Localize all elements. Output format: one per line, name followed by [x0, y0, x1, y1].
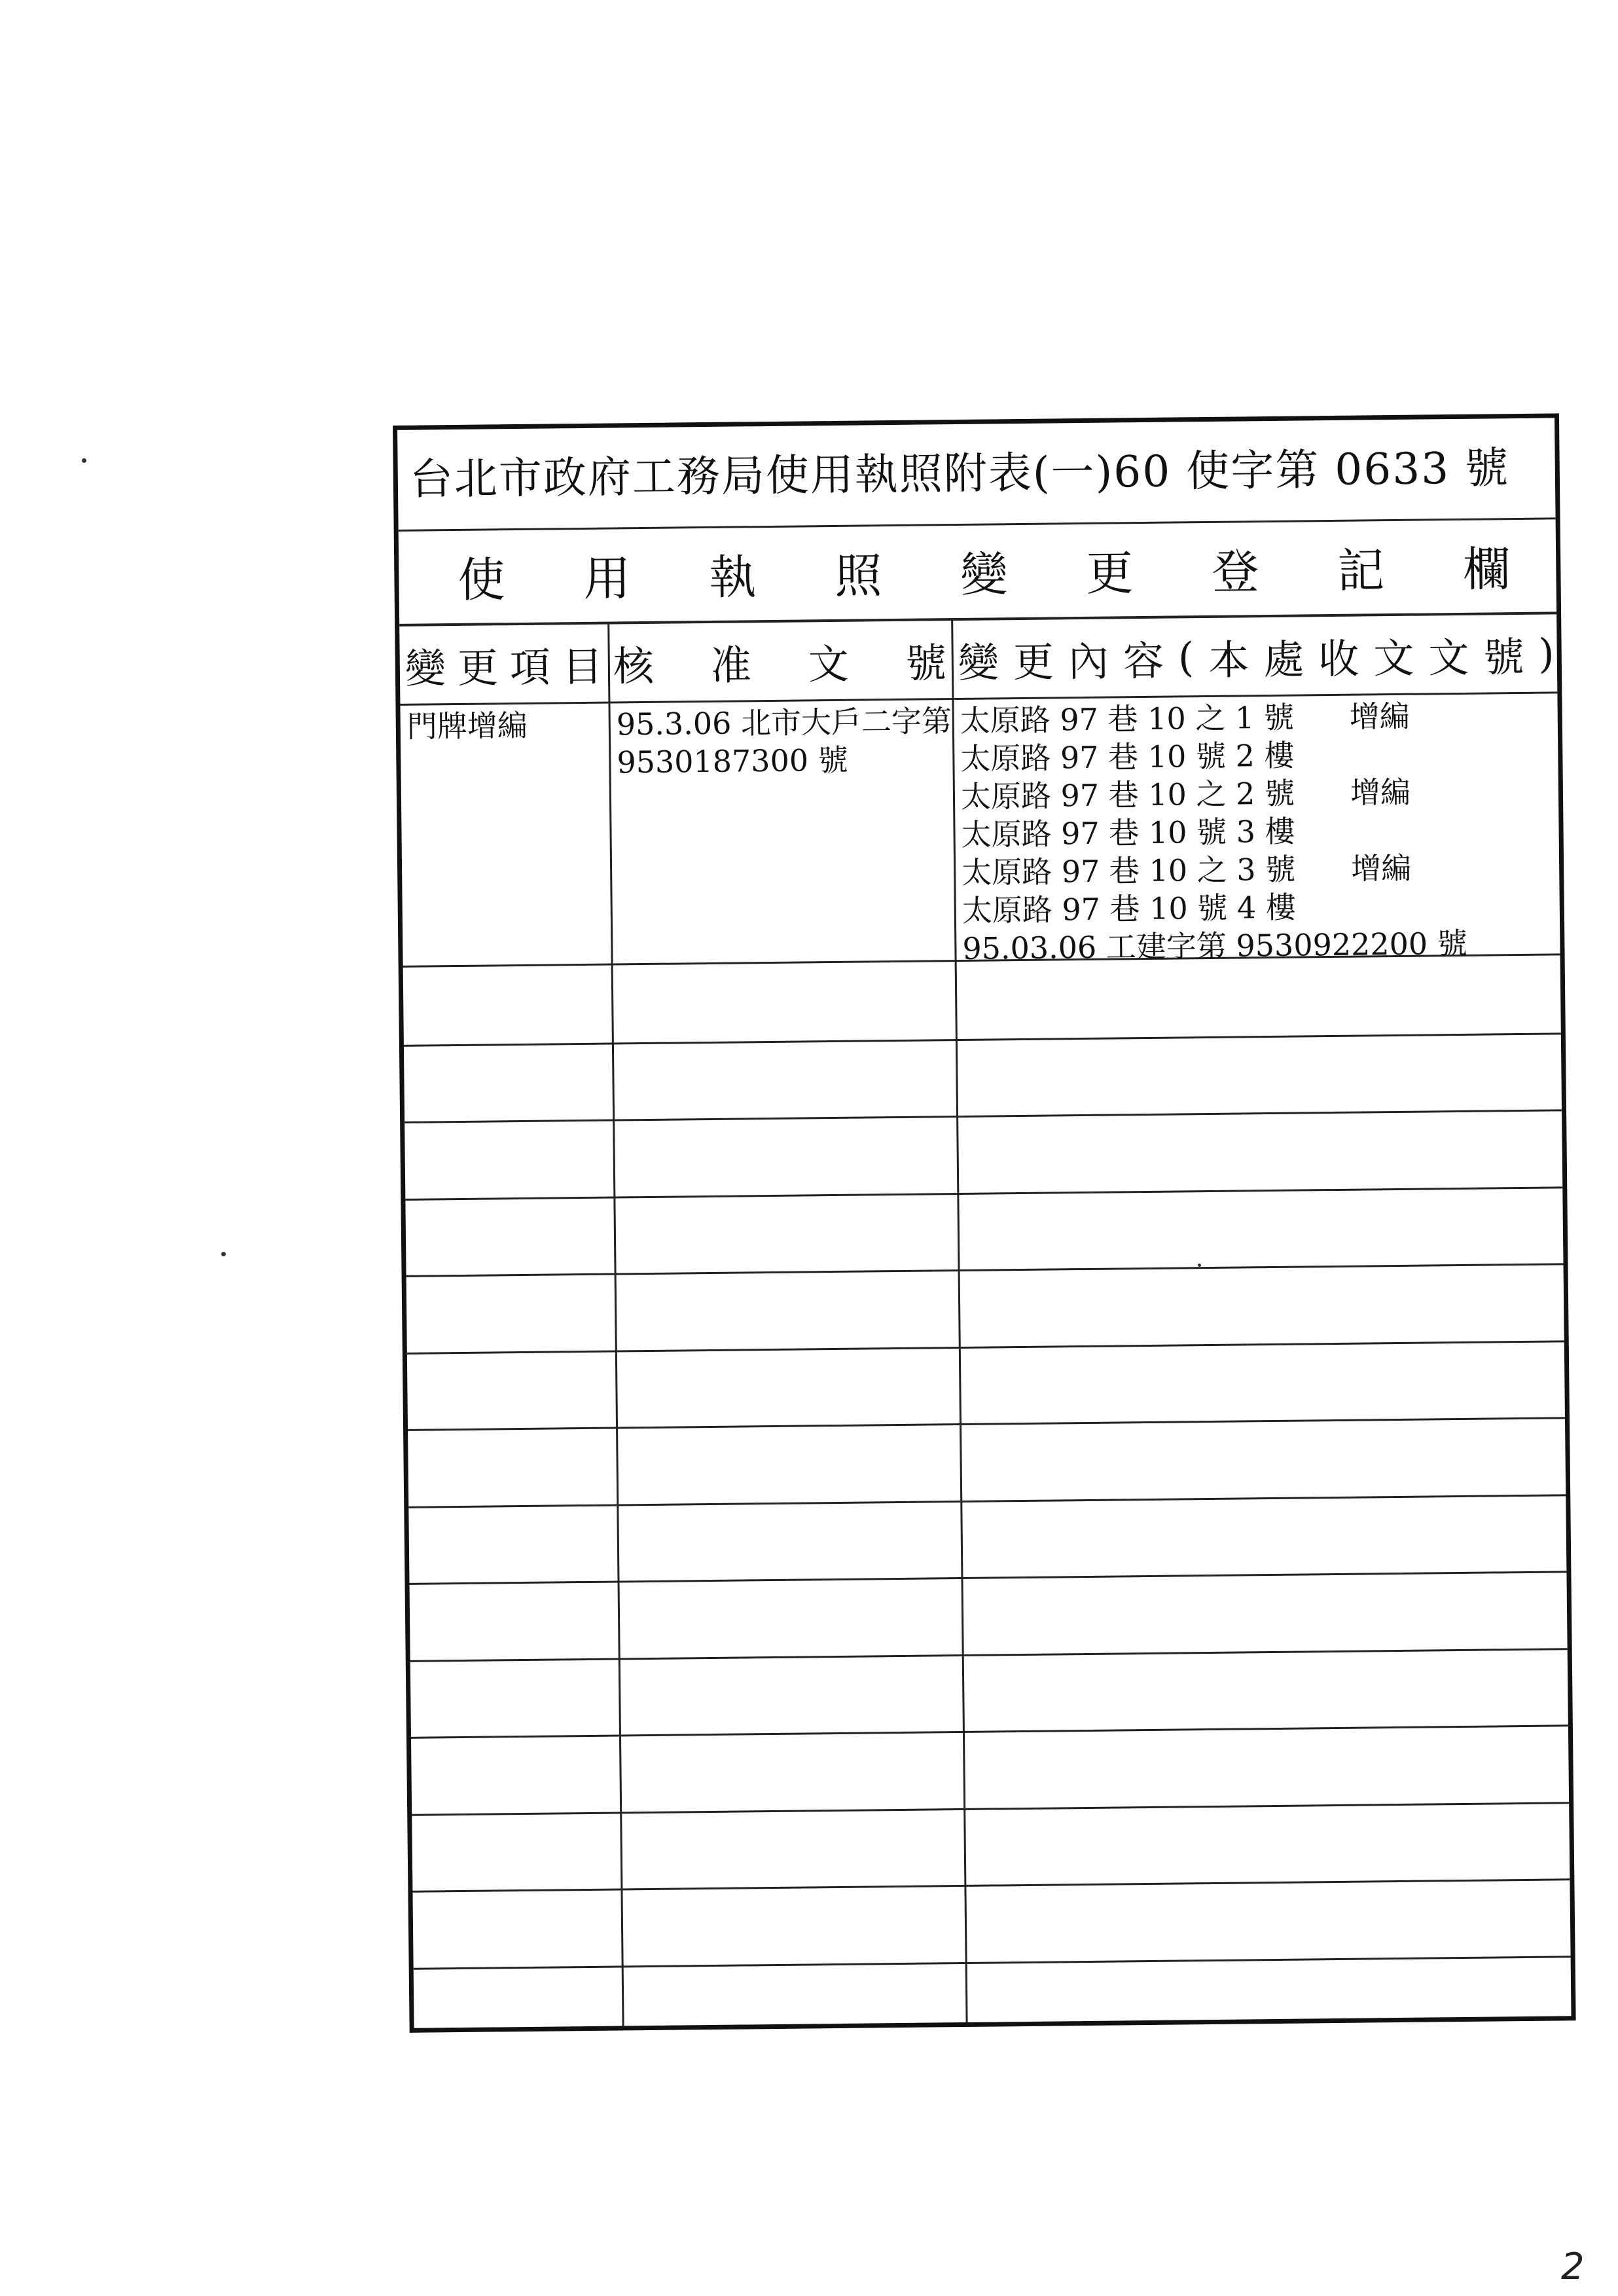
empty-table-row	[408, 1494, 1566, 1585]
header-char: 本	[1208, 635, 1249, 684]
empty-table-row	[411, 1724, 1569, 1815]
renumber-tag: 增編	[1350, 850, 1412, 886]
approval-no-cell	[616, 702, 952, 781]
empty-table-row	[408, 1417, 1566, 1508]
header-char: 文	[808, 640, 850, 688]
header-approval-no	[607, 621, 952, 701]
header-char: 變	[958, 638, 999, 687]
header-char: 更	[1013, 637, 1054, 686]
approval-line: 9530187300 號	[617, 742, 848, 780]
section-title	[399, 517, 1556, 627]
section-title-char: 欄	[1462, 541, 1511, 597]
empty-table-row	[403, 955, 1561, 1046]
section-title-char: 記	[1337, 543, 1385, 598]
header-char: 號	[1483, 632, 1524, 682]
address-text: 太原路 97 巷 10 之 2 號	[960, 775, 1295, 814]
usage-permit-change-register	[393, 413, 1576, 2033]
change-content-cell	[960, 697, 1467, 968]
header-char: 目	[562, 642, 603, 691]
address-text: 太原路 97 巷 10 之 3 號	[961, 851, 1296, 890]
header-char: 收	[1318, 634, 1359, 683]
content-line	[960, 735, 1465, 778]
section-title-char: 照	[834, 548, 882, 604]
renumber-tag: 增編	[1349, 698, 1411, 735]
header-char: 項	[509, 643, 551, 691]
content-line	[960, 697, 1465, 740]
renumber-tag: 增編	[1350, 774, 1411, 811]
page-number: 2	[1561, 2246, 1585, 2288]
empty-table-row	[412, 1802, 1570, 1893]
section-title-char: 執	[708, 549, 757, 605]
section-title-char: 更	[1085, 545, 1134, 601]
form-title: 台北市政府工務局使用執照附表(一)60 使字第 0633 號	[397, 418, 1556, 532]
address-text: 太原路 97 巷 10 號 4 樓	[962, 889, 1297, 928]
header-char: 文	[1428, 633, 1469, 682]
header-char: 容	[1123, 636, 1164, 685]
section-title-char: 登	[1211, 544, 1259, 600]
reference-text: 95.03.06 工建字第 9530922200 號	[962, 925, 1468, 966]
content-line	[961, 773, 1466, 816]
empty-table-row	[405, 1186, 1563, 1277]
table-header	[399, 614, 1557, 706]
section-title-char: 用	[583, 551, 631, 606]
header-change-content	[951, 614, 1557, 698]
header-char: 處	[1263, 634, 1304, 683]
content-line	[962, 848, 1467, 892]
empty-table-row	[410, 1571, 1568, 1662]
scan-speck	[82, 458, 86, 463]
change-item-cell: 門牌增編	[406, 707, 528, 744]
header-char: 更	[457, 643, 499, 692]
header-char: 核	[613, 642, 655, 690]
section-title-char: 使	[458, 552, 505, 608]
header-char: 文	[1373, 634, 1414, 682]
empty-table-row	[404, 1032, 1562, 1123]
empty-table-row	[414, 1956, 1572, 2045]
empty-table-row	[410, 1648, 1568, 1739]
table-row	[400, 691, 1560, 967]
header-char: 准	[710, 640, 752, 689]
header-char: 變	[404, 644, 446, 693]
address-text: 太原路 97 巷 10 之 1 號	[960, 699, 1295, 738]
address-text: 太原路 97 巷 10 號 2 樓	[960, 737, 1295, 776]
header-char: (	[1178, 632, 1195, 681]
header-char: )	[1538, 629, 1555, 678]
empty-table-row	[412, 1878, 1570, 1969]
table-body	[400, 691, 1571, 2028]
empty-table-row	[407, 1340, 1565, 1431]
approval-line: 95.3.06 北市大戶二字第	[616, 703, 952, 742]
section-title-char: 變	[960, 547, 1008, 602]
content-line	[962, 886, 1467, 930]
header-char: 內	[1068, 637, 1109, 685]
content-line	[961, 811, 1466, 854]
empty-table-row	[404, 1109, 1562, 1200]
empty-table-row	[406, 1263, 1564, 1354]
header-char: 號	[905, 638, 947, 687]
address-text: 太原路 97 巷 10 號 3 樓	[961, 813, 1295, 852]
header-change-item	[399, 625, 608, 704]
scan-speck	[221, 1252, 226, 1256]
